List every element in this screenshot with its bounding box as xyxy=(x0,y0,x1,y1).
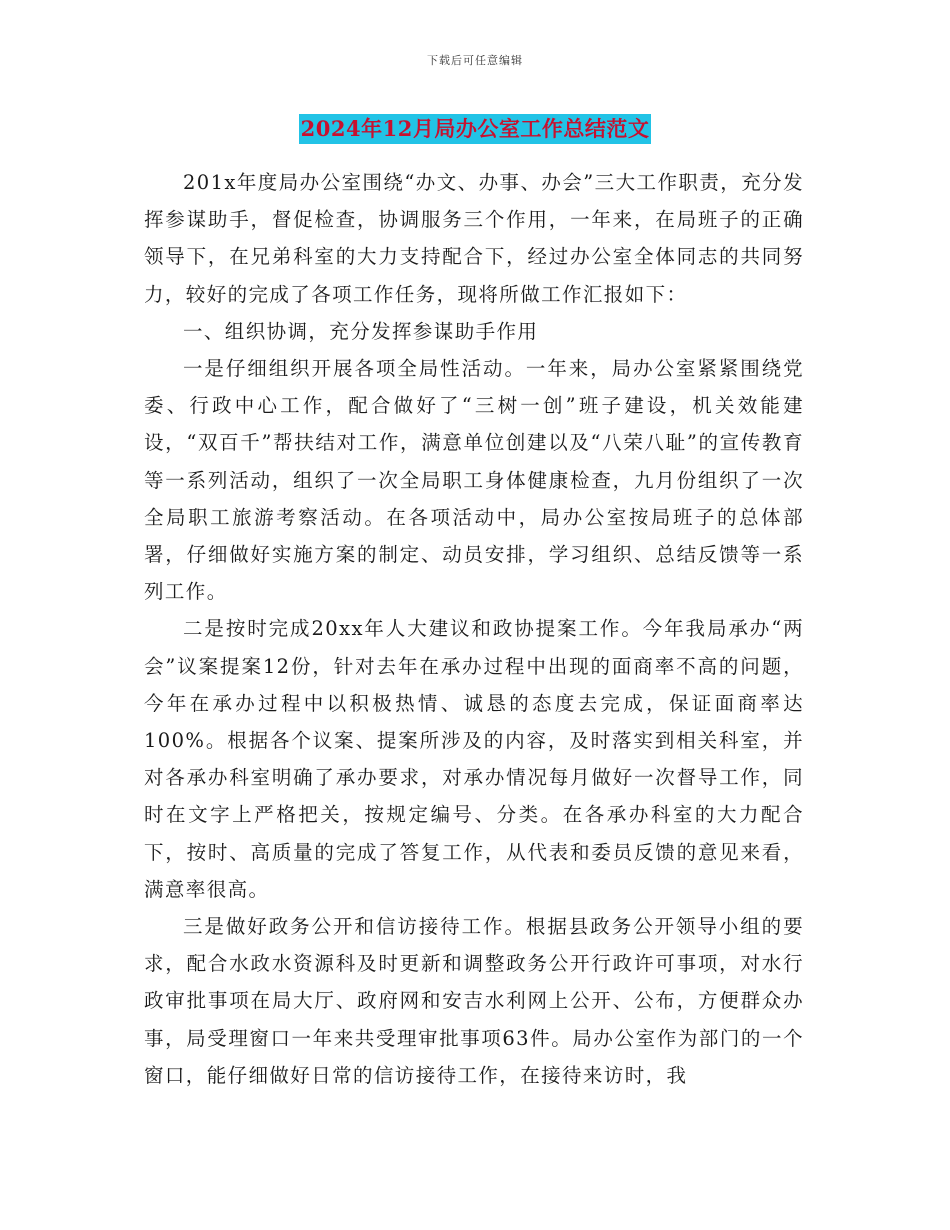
paragraph-item-2: 二是按时完成20xx年人大建议和政协提案工作。今年我局承办“两会”议案提案12份，针对去年在承办过程中出现的面商率不高的问题，今年在承办过程中以积极热情、诚恳的态度去完成，保证面商率达100%。根据各个议案、提案所涉及的内容，及时落实到相关科室，并对各承办科室明确了承办要求，对承办情况每月做好一次督导工作，同时在文字上严格把关，按规定编号、分类。在各承办科室的大力配合下，按时、高质量的完成了答复工作，从代表和委员反馈的意见来看，满意率很高。 xyxy=(144,617,804,901)
paragraph-item-3: 三是做好政务公开和信访接待工作。根据县政务公开领导小组的要求，配合水政水资源科及时更新和调整政务公开行政许可事项，对水行政审批事项在局大厅、政府网和安吉水利网上公开、公布，方便群众办事，局受理窗口一年来共受理审批事项63件。局办公室作为部门的一个窗口，能仔细做好日常的信访接待工作，在接待来访时，我 xyxy=(144,915,804,1087)
document-title: 2024年12月局办公室工作总结范文 xyxy=(299,114,652,144)
paragraph-item-1: 一是仔细组织开展各项全局性活动。一年来，局办公室紧紧围绕党委、行政中心工作，配合做好了“三树一创”班子建设，机关效能建设，“双百千”帮扶结对工作，满意单位创建以及“八荣八耻”的宣传教育等一系列活动，组织了一次全局职工身体健康检查，九月份组织了一次全局职工旅游考察活动。在各项活动中，局办公室按局班子的总体部署，仔细做好实施方案的制定、动员安排，学习组织、总结反馈等一系列工作。 xyxy=(144,357,804,604)
paragraph-intro: 201x年度局办公室围绕“办文、办事、办会”三大工作职责，充分发挥参谋助手，督促检查，协调服务三个作用，一年来，在局班子的正确领导下，在兄弟科室的大力支持配合下，经过办公室全体同志的共同努力，较好的完成了各项工作任务，现将所做工作汇报如下： xyxy=(144,171,804,306)
document-body xyxy=(144,164,804,1094)
section-heading-1: 一、组织协调，充分发挥参谋助手作用 xyxy=(183,319,539,343)
title-container xyxy=(0,114,950,144)
header-note: 下载后可任意编辑 xyxy=(427,54,523,67)
